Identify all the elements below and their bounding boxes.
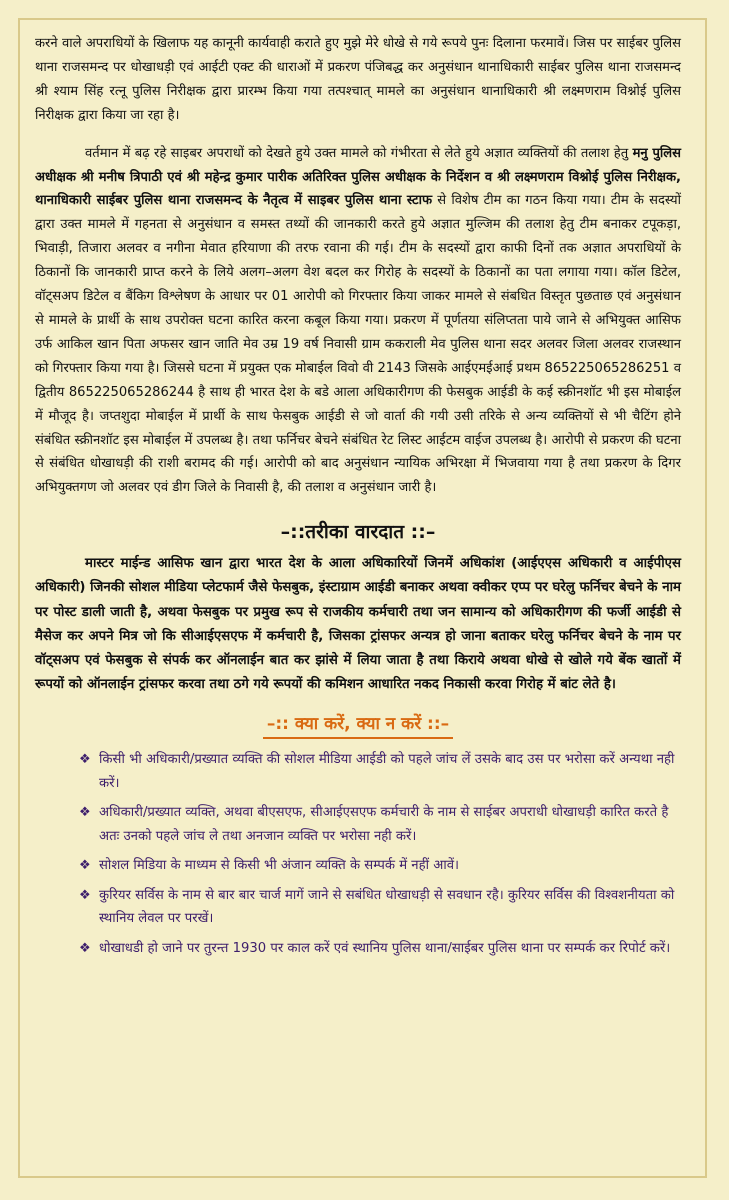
list-item <box>79 854 681 878</box>
investigation-officers: मनु पुलिस अधीक्षक श्री मनीष त्रिपाठी एवं श्री महेन्द्र कुमार पारीक अतिरिक्त पुलिस अधीक्षक के निर्देशन व श्री लक्ष्मणराम विश्नोई पुलिस निरीक्षक, थानाधिकारी साईबर पुलिस थाना राजसमन्द के नैतृत्व में साइबर पुलिस थाना स्टाफ <box>35 145 682 209</box>
diamond-bullet-icon: ❖ <box>79 752 91 768</box>
list-item <box>79 937 681 961</box>
diamond-bullet-icon: ❖ <box>79 858 91 874</box>
paragraph-investigation <box>35 142 681 501</box>
tip-text: किसी भी अधिकारी/प्रख्यात व्यक्ति की सोशल मीडिया आईडी को पहले जांच लें उसके बाद उस पर भरोसा करें अन्यथा नही करें। <box>99 752 675 791</box>
investigation-details: से विशेष टीम का गठन किया गया। टीम के सदस्यों द्वारा उक्त मामले में गहनता से अनुसंधान व समस्त तथ्यों की जानकारी करते हुये अज्ञात मुल्जिम की तलाश हेतु टीम बनाकर टपूकड़ा, भिवाड़ी, तिजारा अलवर व नगीना मेवात हरियाणा की तरफ रवाना की गई। टीम के सदस्यों द्वारा काफी दिनों तक अज्ञात अपराधियों के ठिकानों कि जानकारी प्राप्त करने के लिये अलग–अलग वेश बदल कर गिरोह के सदस्यों के ठिकानों का पता लगाया गया। कॉल डिटेल, वॉट्सअप डिटेल व बैंकिग विश्लेषण के आधार पर 01 आरोपी को गिरफ्तार किया जाकर मामले से संबधित विस्तृत पुछताछ एवं अनुसंधान से मामले के प्रार्थी के साथ उपरोक्त घटना कारित करना कबूल किया गया। प्रकरण में पूर्णतया संलिप्तता पाये जाने से अभियुक्त आसिफ उर्फ आकिल खान पिता अफसर खान जाति मेव उम्र 19 वर्ष निवासी ग्राम ककराली मेव पुलिस थाना सदर अलवर जिला अलवर राजस्थान को गिरफ्तार किया गया है। जिससे घटना में प्रयुक्त एक मोबाईल विवो वी 2143 जिसके आईएमईआई प्रथम 865225065286251 व द्वितीय 865225065286244 है साथ ही भारत देश के बडे आला अधिकारीगण की फेसबुक आईडी के कई स्क्रीनशॉट भी इस मोबाईल में मौजूद है। जप्तशुदा मोबाईल में प्रार्थी के साथ फेसबुक आईडी से जो वार्ता की गयी उसी तरिके से अन्य व्यक्तियों से भी चैटिंग होने संबंधित स्क्रीनशॉट इस मोबाईल में उपलब्ध है। तथा फर्निचर बेचने संबंधित रेट लिस्ट आईटम वाईज उपलब्ध है। आरोपी से प्रकरण की घटना से संबंधित धोखाधड़ी की राशी बरामद की गई। आरोपी को बाद अनुसंधान न्यायिक अभिरक्षा में भिजवाया गया है तथा प्रकरण के दिगर अभियुक्तगण जो अलवर एवं डीग जिले के निवासी है, की तलाश व अनुसंधान जारी है। <box>35 193 681 496</box>
tip-text: कुरियर सर्विस के नाम से बार बार चार्ज मागें जाने से सबंधित धोखाधड़ी से सवधान रहै। कुरियर सर्विस की विश्वशनीयता को स्थानिय लेवल पर परखें। <box>99 887 675 927</box>
diamond-bullet-icon: ❖ <box>79 940 91 956</box>
investigation-intro: वर्तमान में बढ़ रहे साइबर अपराधों को देखते हुये उक्त मामले को गंभीरता से लेते हुये अज्ञात व्यक्तियों की तलाश हेतु <box>85 145 633 161</box>
list-item <box>79 748 681 795</box>
modus-operandi-heading: –::तरीका वारदात ::– <box>280 521 436 544</box>
dos-donts-heading: –:: क्या करें, क्या न करें ::– <box>263 714 453 739</box>
list-item <box>79 884 681 931</box>
tip-text: अधिकारी/प्रख्यात व्यक्ति, अथवा बीएसएफ, सीआईएसएफ कर्मचारी के नाम से साईबर अपराधी धोखाधड़ी कारित करते है अतः उनको पहले जांच ले तथा अनजान व्यक्ति पर भरोसा नही करें। <box>99 805 669 844</box>
modus-operandi-text: मास्टर माईन्ड आसिफ खान द्वारा भारत देश के आला अधिकारियों जिनमें अधिकांश (आईएएस अधिकारी व आईपीएस अधिकारी) जिनकी सोशल मीडिया प्लेटफार्म जैसे फेसबुक, इंस्टाग्राम आईडी बनाकर अथवा क्वीकर एप्प पर घरेलु फर्निचर बेचने के नाम पर पोस्ट डाली जाती है, अथवा फेसबुक पर प्रमुख रूप से राजकीय कर्मचारी तथा जन सामान्य को अधिकारीगण की फर्जी आईडी से मैसेज कर अपने मित्र जो कि सीआईएसएफ में कर्मचारी है, जिसका ट्रांसफर अन्यत्र हो जाना बताकर घरेलु फर्निचर बेचने के नाम पर वॉट्सअप एवं फेसबुक से संपर्क कर ऑनलाईन बात कर झांसे में लिया जाता है तथा किराये अथवा धोखे से खोले गये बेंक खातों में रूपयों को ऑनलाईन ट्रांसफर करवा तथा ठगे गये रूपयों की कमिशन आधारित नकद निकासी करवा गिरोह में बांट लेते है। <box>35 556 681 693</box>
tip-text: धोखाधडी हो जाने पर तुरन्त 1930 पर काल करें एवं स्थानिय पुलिस थाना/साईबर पुलिस थाना पर सम्पर्क कर रिपोर्ट करें। <box>99 940 671 956</box>
tip-text: सोशल मिडिया के माध्यम से किसी भी अंजान व्यक्ति के सम्पर्क में नहीं आवें। <box>99 858 460 874</box>
press-note <box>35 32 681 966</box>
paragraph-case-registration: करने वाले अपराधियों के खिलाफ यह कानूनी कार्यवाही कराते हुए मुझे मेरे धोखे से गये रूपये पुनः दिलाना फरमावें। जिस पर साईबर पुलिस थाना राजसमन्द पर धोखाधड़ी एवं आईटी एक्ट की धाराओं में प्रकरण पंजिबद्ध कर अनुसंधान थानाधिकारी साईबर पुलिस थाना राजसमन्द श्री श्याम सिंह रत्नू पुलिस निरीक्षक द्वारा प्रारम्भ किया गया तत्पश्चात् मामले का अनुसंधान थानाधिकारी श्री लक्ष्मणराम विश्नोई पुलिस निरीक्षक द्वारा किया जा रहा है। <box>35 36 681 123</box>
diamond-bullet-icon: ❖ <box>79 887 91 903</box>
list-item <box>79 801 681 848</box>
dos-donts-heading-wrap <box>35 711 681 734</box>
dos-donts-list <box>35 748 681 960</box>
diamond-bullet-icon: ❖ <box>79 805 91 821</box>
